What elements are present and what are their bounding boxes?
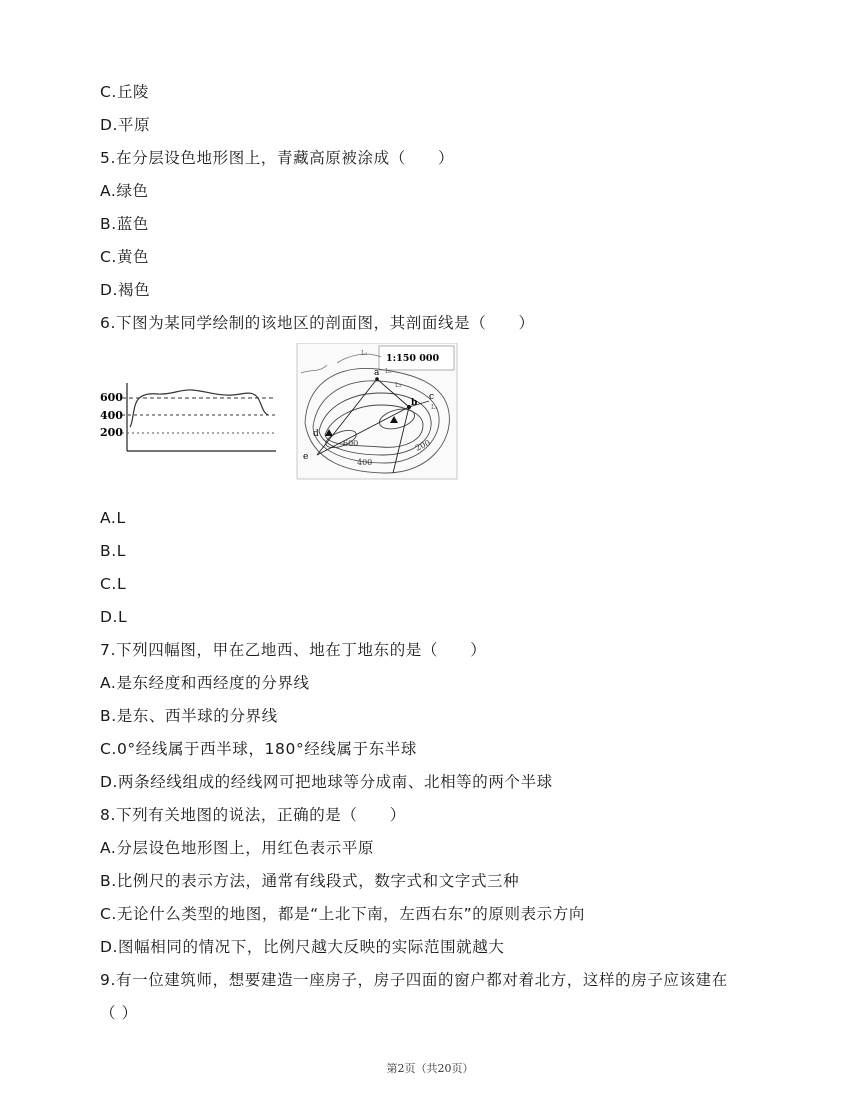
label-a: a: [374, 368, 380, 378]
contour-label-600: 600: [343, 439, 359, 448]
label-e: e: [303, 452, 309, 462]
option-line: A.分层设色地形图上，用红色表示平原: [100, 839, 375, 857]
profile-tick-400: 400: [100, 409, 123, 422]
question-stem: 7.下列四幅图，甲在乙地西、地在丁地东的是（ ）: [100, 641, 487, 659]
option-line: C.0°经线属于西半球，180°经线属于东半球: [100, 740, 417, 758]
page-footer: 第2页（共20页）: [386, 1062, 474, 1075]
label-c: c: [429, 392, 435, 402]
question-stem: 8.下列有关地图的说法，正确的是（ ）: [100, 806, 406, 824]
question-stem: 6.下图为某同学绘制的该地区的剖面图，其剖面线是（ ）: [100, 314, 535, 332]
label-l4: L₄: [431, 404, 438, 411]
option-line: C.L: [100, 575, 127, 593]
option-line: A.是东经度和西经度的分界线: [100, 674, 310, 692]
option-line: D.图幅相同的情况下，比例尺越大反映的实际范围就越大: [100, 938, 505, 956]
option-line: C.无论什么类型的地图，都是“上北下南，左西右东”的原则表示方向: [100, 905, 586, 923]
profile-curve: [130, 390, 268, 427]
question-stem-continued: （ ）: [100, 1004, 138, 1022]
option-line: D.平原: [100, 116, 151, 134]
profile-diagram: [100, 383, 276, 451]
option-line: D.两条经线组成的经线网可把地球等分成南、北相等的两个半球: [100, 773, 553, 791]
option-line: B.是东、西半球的分界线: [100, 707, 278, 725]
option-line: A.绿色: [100, 182, 149, 200]
contour-map: [297, 343, 457, 479]
option-line: A.L: [100, 509, 126, 527]
question-stem: 5.在分层设色地形图上，青藏高原被涂成（ ）: [100, 149, 455, 167]
option-line: D.L: [100, 608, 128, 626]
label-l3: L₃: [395, 382, 402, 389]
label-b: b: [411, 398, 418, 408]
label-l2: L₂: [385, 368, 392, 375]
map-scale: 1:150 000: [386, 353, 440, 364]
profile-tick-200: 200: [100, 426, 123, 439]
label-l1: L₁: [361, 350, 368, 357]
option-line: C.丘陵: [100, 83, 150, 101]
option-line: B.比例尺的表示方法，通常有线段式，数字式和文字式三种: [100, 872, 520, 890]
contour-label-400: 400: [357, 458, 373, 467]
option-line: C.黄色: [100, 248, 150, 266]
label-d: d: [313, 429, 319, 439]
option-line: B.蓝色: [100, 215, 149, 233]
question-6-figure: [100, 343, 460, 483]
option-line: D.褐色: [100, 281, 151, 299]
profile-tick-600: 600: [100, 391, 123, 404]
option-line: B.L: [100, 542, 126, 560]
contour-label-200: 200: [414, 438, 432, 453]
question-stem: 9.有一位建筑师，想要建造一座房子，房子四面的窗户都对着北方，这样的房子应该建在: [100, 971, 728, 989]
